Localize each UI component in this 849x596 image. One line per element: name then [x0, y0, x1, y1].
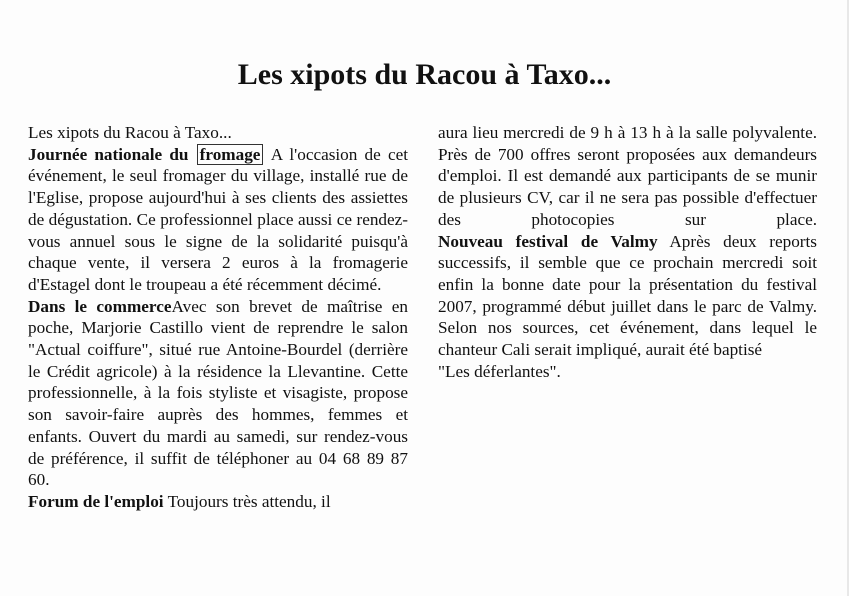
section-festival [438, 231, 817, 361]
article-lead [28, 122, 408, 144]
highlighted-word-fromage[interactable]: fromage [197, 144, 264, 165]
section-festival-heading: Nouveau festival de Valmy [438, 231, 658, 251]
festival-name-line [438, 361, 817, 383]
article-title: Les xipots du Racou à Taxo... [237, 58, 612, 91]
section-commerce-heading: Dans le commerce [28, 296, 172, 316]
lead-text: Les xipots du Racou à Taxo... [28, 123, 232, 142]
section-festival-body: Après deux reports successifs, il semble que ce prochain mercredi soit enfin la bonne date pour la présentation du festival 2007, programmé début juillet dans le parc de Valmy. Selon nos sources, cet événement, dans lequel le chanteur Cali serait impliqué, aurait été baptisé [438, 231, 817, 360]
left-column [28, 122, 408, 513]
section-commerce-body: Avec son brevet de maîtrise en poche, Marjorie Castillo vient de reprendre le salon "Actual coiffure", situé rue Antoine-Bourdel (derrière le Crédit agricole) à la résidence la Llevantine. Cette professionnelle, à la fois styliste et visagiste, propose son savoir-faire auprès des hommes, femmes et enfants. Ouvert du mardi au samedi, sur rendez-vous de préférence, il suffit de téléphoner au 04 68 89 87 60. [28, 296, 408, 490]
section-fromage [28, 144, 408, 296]
section-emploi-continued [438, 122, 817, 231]
section-emploi-body-start: Toujours très attendu, il [167, 491, 331, 511]
festival-name: "Les déferlantes". [438, 361, 561, 381]
right-column [438, 122, 817, 382]
section-emploi-body-continued: aura lieu mercredi de 9 h à 13 h à la salle polyvalente. Près de 700 offres seront proposées aux demandeurs d'emploi. Il est demandé aux participants de se munir de plusieurs CV, car il ne sera pas possible d'effectuer des photocopies sur place. [438, 123, 817, 229]
section-emploi-heading: Forum de l'emploi [28, 491, 164, 511]
section-fromage-body: A l'occasion de cet événement, le seul fromager du village, installé rue de l'Eglise, propose aujourd'hui à ses clients des assiettes de dégustation. Ce professionnel place aussi ce rendez-vous annuel sous le signe de la solidarité puisqu'à chaque vente, il versera 2 euros à la fromagerie d'Estagel dont le troupeau a été récemment décimé. [28, 144, 408, 294]
section-emploi-start [28, 491, 408, 513]
section-fromage-heading: Journée nationale du [28, 144, 189, 164]
section-commerce [28, 296, 408, 491]
